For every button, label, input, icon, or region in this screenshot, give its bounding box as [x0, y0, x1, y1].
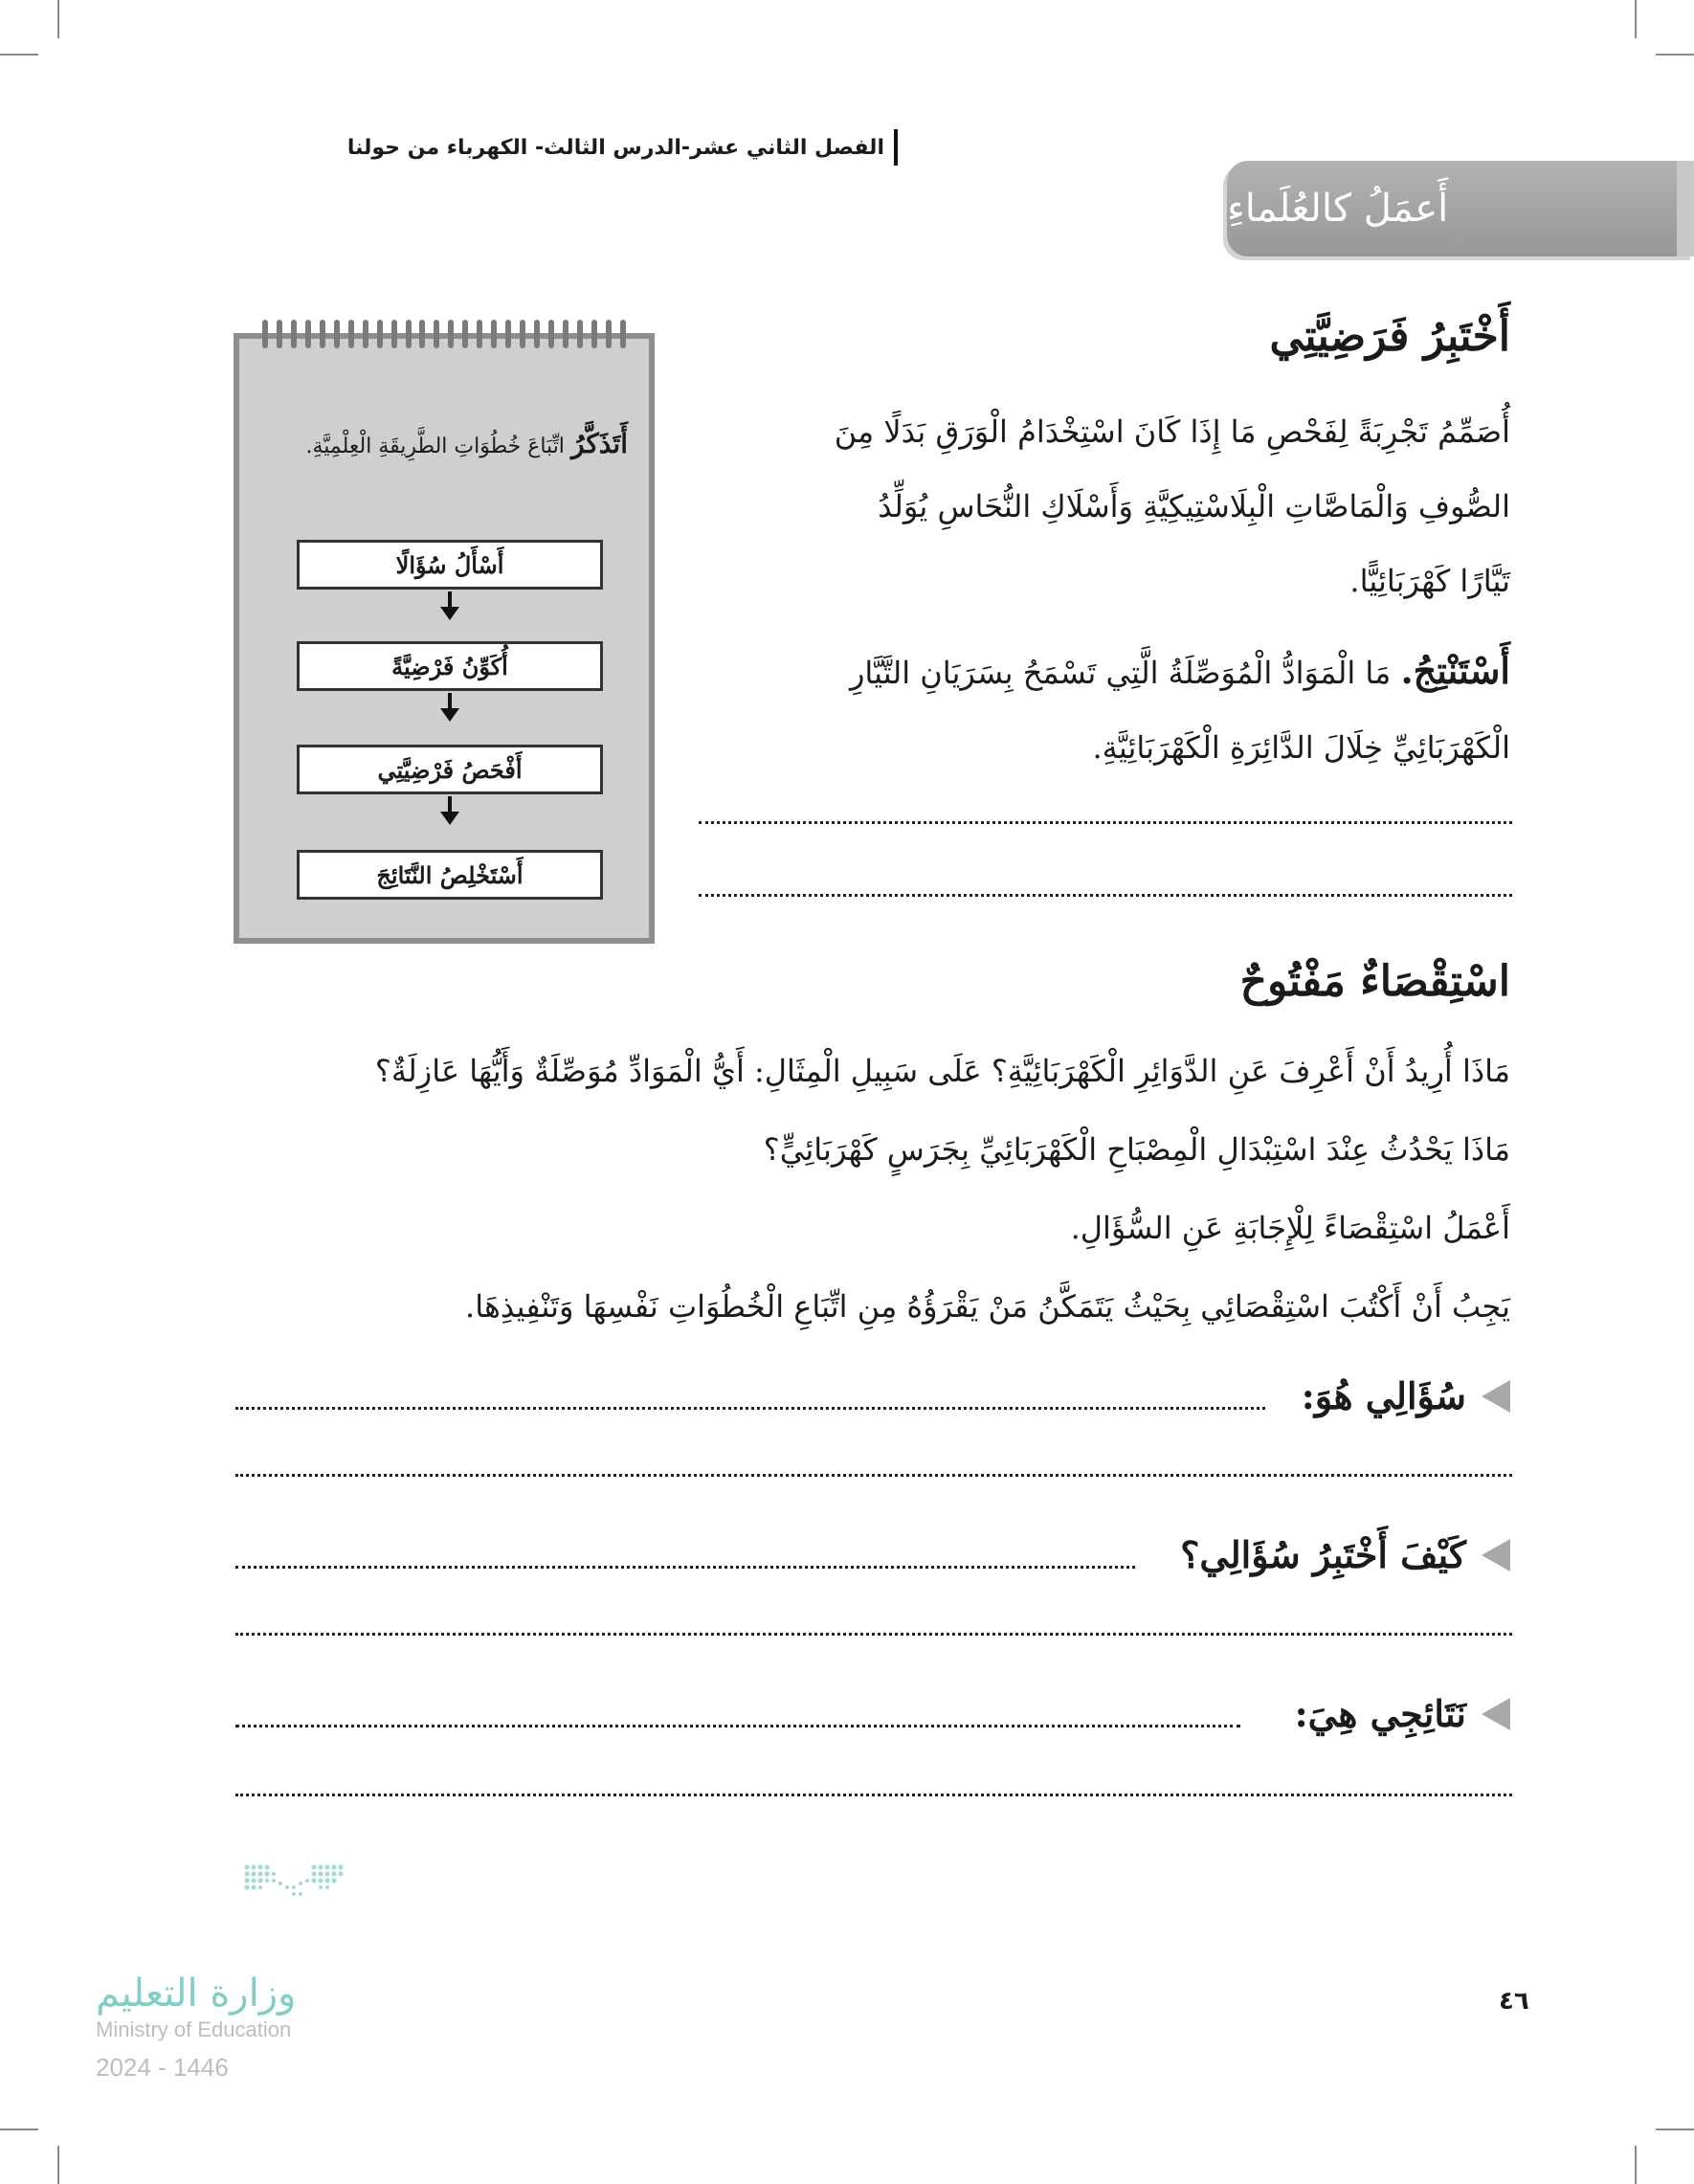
answer-line[interactable] — [699, 821, 1512, 824]
hypothesis-line: تَيَّارًا كَهْرَبَائِيًّا. — [1349, 563, 1510, 599]
triangle-bullet-icon — [1482, 1698, 1510, 1730]
reminder-title-rest: اتِّبَاعَ خُطُوَاتِ الطَّرِيقَةِ الْعِلْمِيَّةِ. — [305, 435, 565, 458]
section-tab-title: أَعمَلُ كالعُلَماءِ — [1227, 187, 1449, 231]
answer-line[interactable] — [699, 894, 1512, 897]
flow-step-hypothesis: أُكَوِّنُ فَرْضِيَّةً — [297, 641, 603, 691]
triangle-bullet-icon — [1482, 1539, 1510, 1571]
inquiry-line: يَجِبُ أَنْ أَكْتُبَ اسْتِقْصَائِي بِحَيْثُ يَتَمَكَّنُ مَنْ يَقْرَؤُهُ مِنِ اتِّبَاعِ الْخُطُوَاتِ نَفْسِهَا وَتَنْفِيذِهَا. — [465, 1288, 1510, 1325]
section-tab — [1227, 161, 1694, 256]
crop-mark — [1656, 54, 1694, 56]
ministry-logo-icon — [96, 1861, 459, 1975]
answer-line[interactable] — [235, 1633, 1512, 1636]
hypothesis-paragraph — [687, 394, 1510, 618]
conclusion-text: مَا الْمَوَادُّ الْمُوَصِّلَةُ الَّتِي تَسْمَحُ بِسَرَيَانِ التَّيَّارِ — [849, 655, 1392, 691]
header-divider — [894, 129, 898, 166]
hypothesis-heading: أَخْتَبِرُ فَرَضِيَّتِي — [1269, 312, 1510, 361]
flow-step-test: أَفْحَصُ فَرْضِيَّتِي — [297, 745, 603, 794]
prompt-label: كَيْفَ أَخْتَبِرُ سُؤَالِي؟ — [1180, 1533, 1466, 1576]
crop-mark — [1656, 2128, 1694, 2130]
crop-mark — [57, 0, 59, 38]
tab-ribbon — [1677, 161, 1694, 256]
conclusion-label: أَسْتَنْتِجُ. — [1400, 649, 1510, 692]
spiral-binding — [262, 320, 626, 352]
hypothesis-line: الصُّوفِ وَالْمَاصَّاتِ الْبِلَاسْتِيكِيَّةِ وَأَسْلَاكِ النُّحَاسِ يُوَلِّدُ — [878, 488, 1510, 524]
conclusion-line — [687, 634, 1510, 710]
prompt-label: نَتَائِجِي هِيَ: — [1294, 1692, 1466, 1735]
prompt-results — [1295, 1692, 1510, 1735]
prompt-test — [1180, 1533, 1510, 1576]
chapter-header-text: الفصل الثاني عشر-الدرس الثالث- الكهرباء من حولنا — [346, 135, 884, 160]
triangle-bullet-icon — [1482, 1380, 1510, 1413]
crop-mark — [0, 2128, 38, 2130]
ministry-name-en: Ministry of Education — [96, 2017, 292, 2041]
answer-line[interactable] — [235, 1474, 1512, 1477]
inquiry-heading: اسْتِقْصَاءٌ مَفْتُوحٌ — [1239, 957, 1510, 1006]
edition-year: 2024 - 1446 — [96, 2053, 229, 2082]
ministry-name-ar: وزارة التعليم — [96, 1972, 297, 2016]
hypothesis-line: أُصَمِّمُ تَجْرِبَةً لِفَحْصِ مَا إِذَا كَانَ اسْتِخْدَامُ الْوَرَقِ بَدَلًا مِنَ — [834, 413, 1510, 450]
conclusion-line: الْكَهْرَبَائِيِّ خِلَالَ الدَّائِرَةِ الْكَهْرَبَائِيَّةِ. — [1092, 729, 1510, 766]
inquiry-line: أَعْمَلُ اسْتِقْصَاءً لِلْإِجَابَةِ عَنِ السُّؤَالِ. — [1070, 1210, 1510, 1246]
arrow-down-icon — [440, 796, 459, 825]
answer-line[interactable] — [235, 1725, 1240, 1727]
reminder-title-bold: أَتَذَكَّرُ — [570, 428, 628, 459]
arrow-down-icon — [440, 591, 459, 620]
flow-step-conclude: أَسْتَخْلِصُ النَّتَائِجَ — [297, 850, 603, 900]
crop-mark — [57, 2146, 59, 2184]
reminder-title — [268, 419, 628, 472]
answer-line[interactable] — [235, 1407, 1265, 1410]
prompt-label: سُؤَالِي هُوَ: — [1301, 1374, 1466, 1417]
conclusion-paragraph — [687, 634, 1510, 785]
arrow-down-icon — [440, 693, 459, 722]
prompt-question — [1302, 1374, 1510, 1417]
inquiry-line: مَاذَا يَحْدُثُ عِنْدَ اسْتِبْدَالِ الْمِصْبَاحِ الْكَهْرَبَائِيِّ بِجَرَسٍ كَهْرَبَائِيٍّ؟ — [763, 1131, 1510, 1168]
crop-mark — [0, 54, 38, 56]
crop-mark — [1635, 2146, 1637, 2184]
page-number: ٤٦ — [1499, 1987, 1529, 2016]
inquiry-paragraph — [228, 1032, 1510, 1346]
crop-mark — [1635, 0, 1637, 38]
reminder-notepad — [234, 333, 655, 944]
answer-line[interactable] — [235, 1794, 1512, 1796]
inquiry-line: مَاذَا أُرِيدُ أَنْ أَعْرِفَ عَنِ الدَّوَائِرِ الْكَهْرَبَائِيَّةِ؟ عَلَى سَبِيلِ الْمِثَالِ: أَيُّ الْمَوَادِّ مُوَصِّلَةٌ وَأَيُّهَا عَازِلَةٌ؟ — [374, 1053, 1510, 1089]
chapter-header — [347, 126, 898, 168]
answer-line[interactable] — [235, 1566, 1135, 1569]
flow-step-ask: أَسْأَلُ سُؤَالًا — [297, 540, 603, 590]
